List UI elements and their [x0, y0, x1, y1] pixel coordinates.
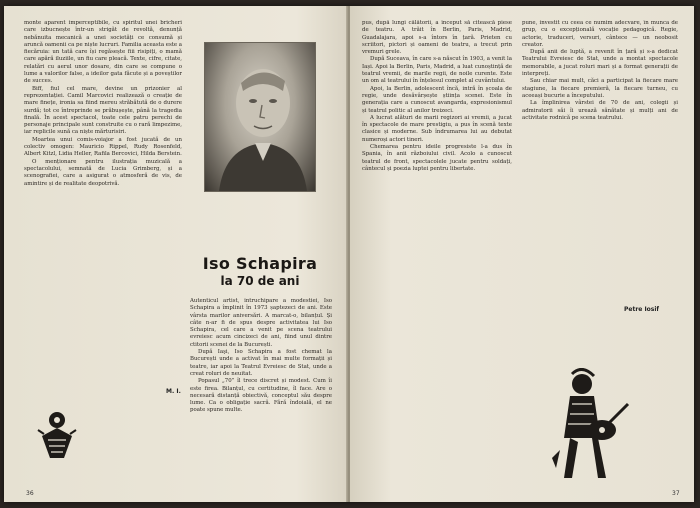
ornament-illustration — [34, 406, 80, 462]
paragraph: monte aparent imperceptibile, cu spiritul unei bricheri care izbucnește într-un strigăt de revoltă, denunță nebănuita mecanică a unei societăți ce consumă și aruncă oamenii ca pe niște lucruri. Familia aceasta este a fiecăruia: un tată care își regăsește fiii risipiți, o mamă care apără iluziile, un fiu care pleacă. Texte, cifre, citate, relatări cu aerul unor dosare, din care se compune o lume a valorilor false, a ideilor gata făcute și a poveștilor de succes. — [24, 20, 182, 85]
left-column-article-end — [24, 20, 182, 440]
paragraph: Apoi, la Berlin, adolescent încă, intră în școala de regie, unde desăvârșește știința scenei. Este în generația care a cunoscut avangarda, expresionismul și teatrul politic al anilor treizeci. — [362, 85, 512, 114]
paragraph: pus, după lungi călătorii, a început să citească piese de teatru. A trăit în Berlin, Paris, Madrid, Guadalajara, apoi s-a întors în țară. Prieten cu scriitori, pictori și oameni de teatru, a trecut prin vremuri grele. — [362, 20, 512, 56]
right-page — [350, 6, 694, 502]
author-signature: M. I. — [166, 388, 181, 395]
paragraph: A lucrat alături de marii regizori ai vremii, a jucat în spectacole de mare prestigiu, a pus în scenă texte clasice și moderne. Sub îndrumarea lui au debutat numeroși actori tineri. — [362, 114, 512, 143]
paragraph: După Suceava, în care s-a născut în 1903, a venit la Iași. Apoi la Berlin, Paris, Madrid, a luat cunoștință de teatrul vremii, de marile regii, de noile curente. Este un om al teatrului în înțelesul complet al cuvântului. — [362, 56, 512, 85]
left-column-article-start — [190, 298, 332, 488]
page-number: 37 — [672, 490, 680, 497]
paragraph: Biff, fiul cel mare, devine un prizonier al reprezentației. Camil Marcovici realizează o creație de mare finețe, ironia sa fiind mereu străbătută de o durere surdă; tot ce întreprinde se prăbușește, până la tragedia finală. În acest spectacol, toate cele patru perechi de personaje principale sunt construite cu o rară limpezime, iar replicile sună ca niște mărturisiri. — [24, 85, 182, 136]
right-column-2 — [522, 20, 678, 270]
paragraph: pune, investit cu ceea ce numim adecvare, în munca de grup, cu o excepțională vocație pedagogică. Regie, actorie, traduceri, versuri, cântece — un neobosit creator. — [522, 20, 678, 48]
article-title: Iso Schapira — [202, 254, 318, 273]
paragraph: Autenticul artist, întruchipare a modestiei, Iso Schapira a împlinit în 1973 șaptezeci de ani. Este vârsta marilor aniversări. A marcat-o, bilanțul. Și câte n-ar fi de spus despre activitatea lui Iso Schapira, cel care a venit pe scena teatrului evreiesc acum cincizeci de ani, fiind unul dintre ctitorii scenei de la București. — [190, 298, 332, 348]
portrait-photo — [204, 42, 316, 192]
paragraph: Chemarea pentru ideile progresiste l-a dus în Spania, în anii războiului civil. Acolo a cunoscut teatrul de front, spectacolele jucate pentru soldați, cântecul și poezia luptei pentru libertate. — [362, 144, 512, 172]
paragraph: Moartea unui comis-voiajor a fost jucată de un colectiv omogen: Mauricio Rippel, Rudy Rosenfeld, Albert Kitzl, Lidia Heller, Rafila Bercovici, Hilda Berstein. — [24, 136, 182, 158]
musician-illustration — [542, 368, 632, 486]
paragraph: Sau chiar mai mult, căci a participat la fiecare mare stagiune, la fiecare premieră, la fiecare turneu, cu aceeași bucurie a începutului. — [522, 78, 678, 99]
paragraph: După Iaşi, Iso Schapira a fost chemat la București unde a activat în mai multe formații și teatre, iar apoi la Teatrul Evreiesc de Stat, unde a creat roluri de neuitat. — [190, 349, 332, 377]
paragraph: După anii de luptă, a revenit în țară și s-a dedicat Teatrului Evreiesc de Stat, unde a montat spectacole memorabile, a jucat roluri mari și a format generații de interpreți. — [522, 49, 678, 78]
left-page — [4, 6, 348, 502]
paragraph: O menționare pentru ilustrația muzicală a spectacolului, semnată de Lucia Grimberg, și a scenografiei, care a asigurat o atmosferă de vis, de amintire și de realitate deopotrivă. — [24, 158, 182, 187]
page-number: 36 — [26, 490, 34, 497]
right-column-1 — [362, 20, 512, 488]
author-signature: Petre Iosif — [624, 306, 660, 313]
paragraph: Popasul „70” îl trece discret și modest. Cum îi este firea. Bilanțul, cu certitudine, îl face. Are o necesară distanță obiectivă, conceptul său despre lume. Ca o obligație sacră. Fără îndoială, el ne poate spune multe. — [190, 378, 332, 414]
paragraph: La împlinirea vârstei de 70 de ani, colegii și admiratorii săi îi urează sănătate și mulți ani de activitate rodnică pe scena teatrului. — [522, 100, 678, 121]
article-subtitle: la 70 de ani — [220, 274, 300, 288]
book-spread — [4, 6, 694, 502]
